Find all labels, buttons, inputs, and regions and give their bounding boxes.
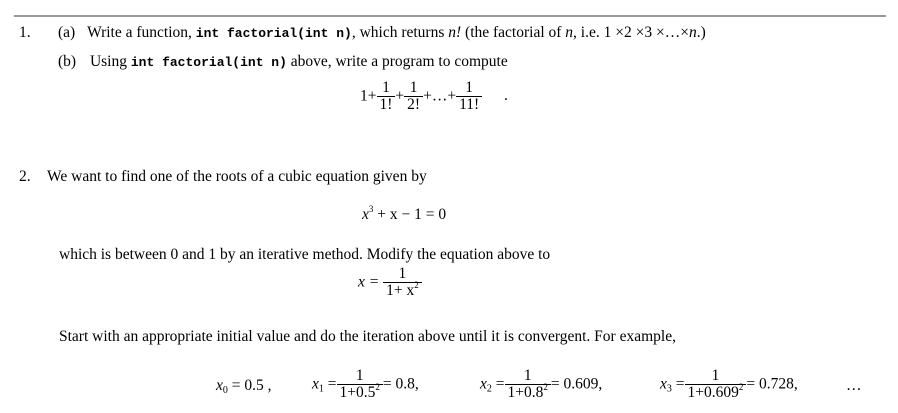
- x2-result: = 0.609,: [550, 375, 603, 393]
- x3-fraction: [685, 368, 747, 402]
- series-lead: 1+: [360, 87, 377, 105]
- iteration-denominator: [383, 282, 422, 299]
- term-3-denominator: 11!: [456, 96, 482, 113]
- x2-sub: 2: [486, 383, 492, 395]
- iteration-den-exp: 2: [414, 280, 419, 291]
- series-formula: [360, 80, 508, 114]
- problem-1b-line: [58, 53, 508, 71]
- x3-var: x: [660, 375, 667, 393]
- x1-fraction: [337, 368, 383, 402]
- x1-numerator: 1: [355, 367, 364, 384]
- part-a-paren-open: (the factorial of: [465, 24, 562, 41]
- series-term-2: [404, 80, 423, 114]
- part-b-text-after: above, write a program to compute: [290, 53, 508, 70]
- example-ellipsis: …: [846, 377, 862, 394]
- problem-2-number: 2.: [19, 168, 31, 185]
- series-term-1: [377, 80, 396, 114]
- problem-2-text3: Start with an appropriate initial value and do the iteration above until it is convergent. For example,: [59, 328, 676, 345]
- example-x3: [660, 368, 798, 402]
- series-plus-dots: +…+: [423, 87, 457, 105]
- series-plus-1: +: [395, 87, 405, 105]
- part-b-text-before: Using: [89, 53, 127, 70]
- iteration-lhs: x =: [358, 273, 380, 291]
- series-end: .: [504, 87, 508, 105]
- example-x2: [480, 368, 602, 402]
- term-2-numerator: 1: [409, 79, 418, 96]
- problem-1-number: 1.: [19, 24, 31, 41]
- cubic-rest: + x − 1 = 0: [377, 206, 447, 223]
- cubic-x: x: [362, 206, 369, 223]
- cubic-equation: [362, 206, 446, 224]
- x2-den-base: 1+0.8: [507, 384, 544, 402]
- x2-eq: =: [495, 375, 505, 393]
- problem-2-text2: which is between 0 and 1 by an iterative method. Modify the equation above to: [59, 246, 551, 263]
- x3-eq: =: [675, 375, 685, 393]
- x2-var: x: [480, 375, 487, 393]
- x3-den-base: 1+0.609: [687, 384, 739, 402]
- iteration-formula: [358, 266, 422, 300]
- part-a-code: int factorial(int n): [195, 26, 352, 41]
- part-a-label: (a): [58, 24, 76, 41]
- cubic-exponent: 3: [368, 204, 374, 214]
- x3-result: = 0.728,: [746, 375, 798, 393]
- x1-var: x: [312, 375, 319, 393]
- top-rule: [14, 15, 886, 17]
- part-a-n-end: n: [688, 24, 697, 41]
- x3-denominator: [685, 384, 747, 401]
- part-b-code: int factorial(int n): [130, 55, 287, 70]
- part-b-label: (b): [58, 53, 77, 70]
- x1-eq: =: [327, 375, 337, 393]
- part-a-n-excl: n!: [448, 24, 462, 41]
- iteration-den-base: 1+ x: [386, 282, 415, 300]
- x2-den-exp: 2: [543, 382, 548, 393]
- term-1-numerator: 1: [382, 79, 390, 96]
- x2-fraction: [505, 368, 551, 402]
- x0-sub: 0: [222, 385, 228, 396]
- part-a-n-var: n: [565, 24, 574, 41]
- example-x1: [312, 368, 419, 402]
- x1-result: = 0.8,: [382, 375, 419, 393]
- example-x0: [216, 377, 272, 395]
- x2-numerator: 1: [523, 367, 532, 384]
- x0-var: x: [216, 377, 223, 394]
- x1-sub: 1: [318, 383, 324, 395]
- x2-denominator: [505, 384, 551, 401]
- x1-den-base: 1+0.5: [339, 384, 376, 402]
- part-a-close: .): [696, 24, 706, 41]
- x0-rest: = 0.5 ,: [231, 377, 272, 394]
- iteration-numerator: 1: [398, 265, 407, 282]
- series-term-3: [456, 80, 482, 114]
- x3-sub: 3: [666, 383, 672, 395]
- term-2-denominator: 2!: [404, 96, 423, 113]
- x3-den-exp: 2: [738, 382, 744, 393]
- problem-1a-line: [58, 24, 706, 42]
- term-1-denominator: 1!: [377, 96, 396, 113]
- x1-denominator: [337, 384, 383, 401]
- term-3-numerator: 1: [465, 79, 473, 96]
- x3-numerator: 1: [711, 367, 720, 384]
- iteration-fraction: [383, 266, 422, 300]
- part-a-text-after-code: , which returns: [351, 24, 445, 41]
- x1-den-exp: 2: [375, 382, 380, 393]
- problem-2-intro: We want to find one of the roots of a cubic equation given by: [47, 168, 427, 185]
- part-a-ie: , i.e. 1 ×2 ×3 ×…×: [573, 24, 689, 41]
- part-a-text-before: Write a function,: [87, 24, 192, 41]
